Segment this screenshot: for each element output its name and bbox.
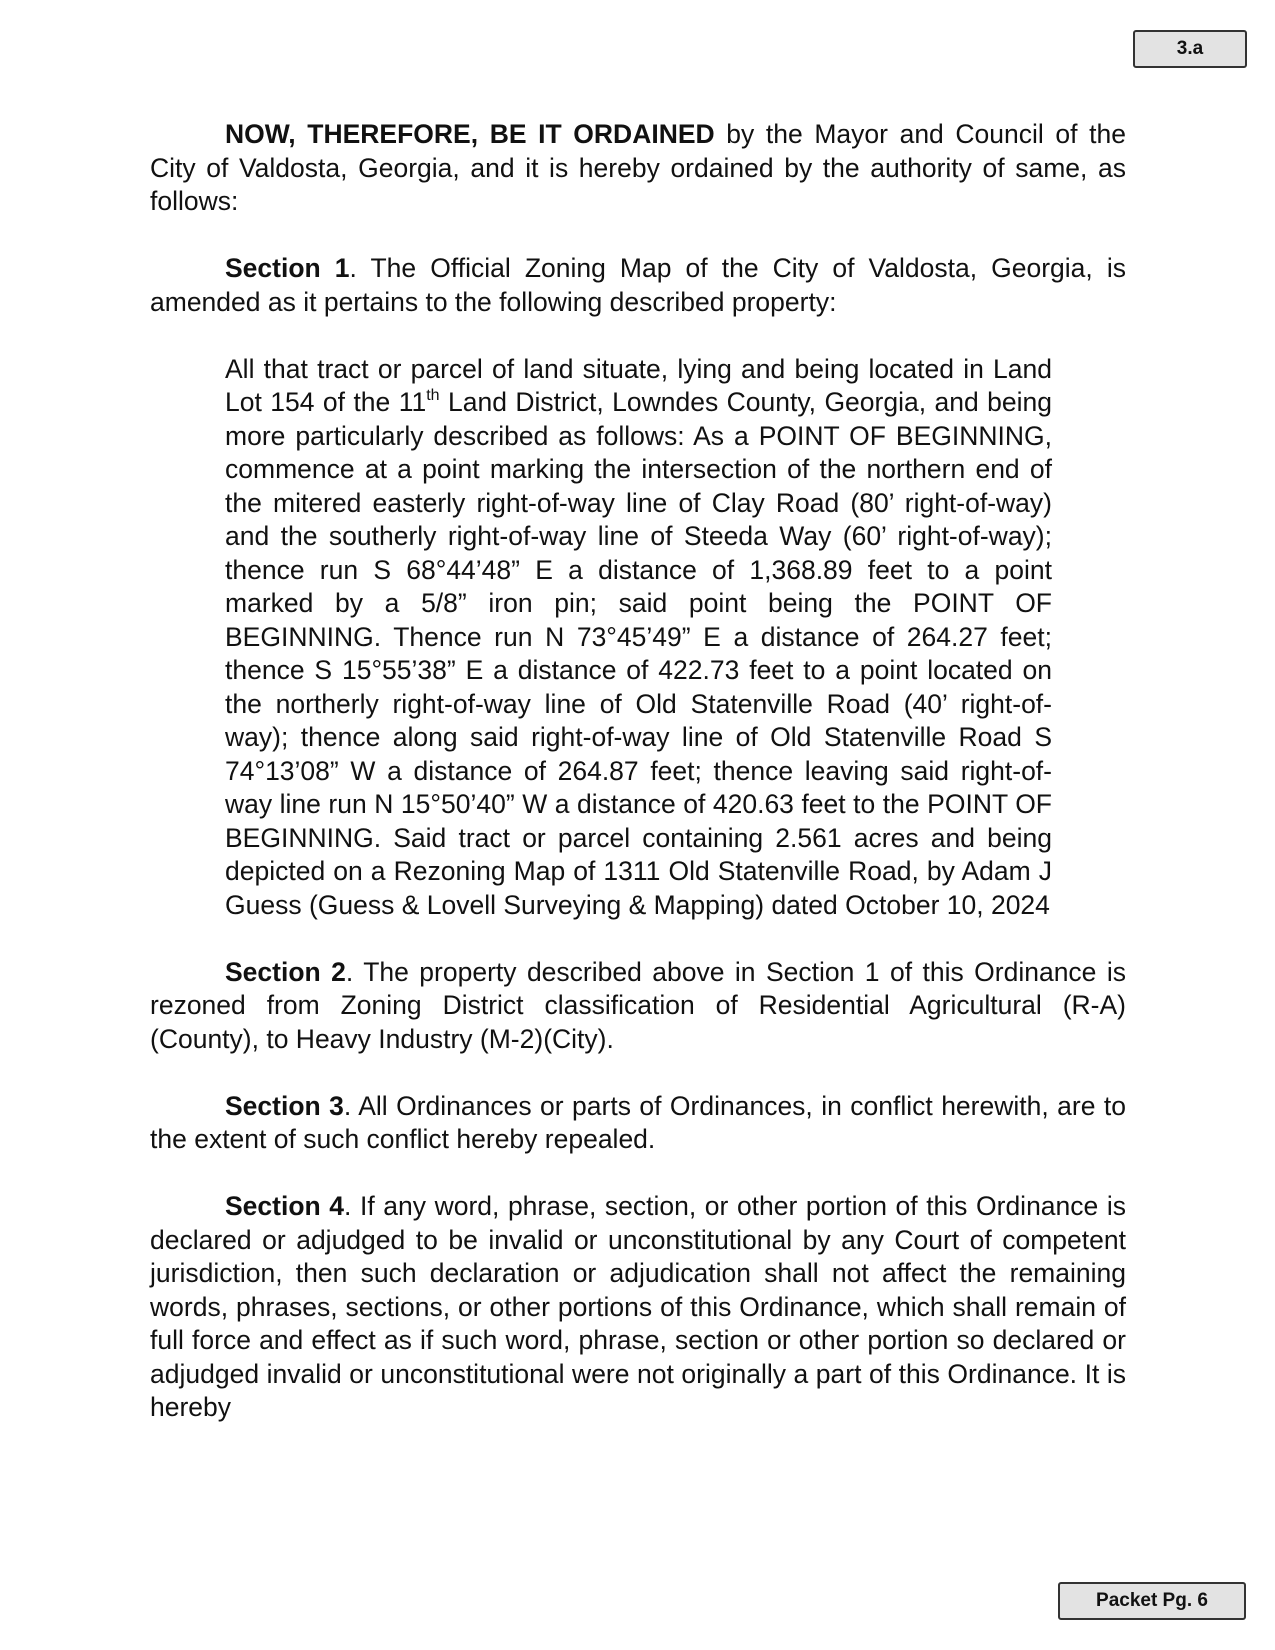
section-4-paragraph xyxy=(150,1190,1126,1425)
attachment-tag: 3.a xyxy=(1133,30,1247,68)
packet-page-label: Packet Pg. 6 xyxy=(1058,1582,1246,1620)
document-body xyxy=(150,118,1126,1458)
section-2-heading: Section 2 xyxy=(225,956,346,987)
section-3-paragraph xyxy=(150,1090,1126,1157)
section-3-heading: Section 3 xyxy=(225,1090,344,1121)
section-1-text: . The Official Zoning Map of the City of Valdosta, Georgia, is amended as it pertains to the following described property: xyxy=(150,253,1126,317)
section-4-heading: Section 4 xyxy=(225,1191,345,1221)
ordinal-superscript: th xyxy=(426,387,440,404)
legal-description-part-1: All that tract or parcel of land situate, lying and being located in Land Lot 154 of the 11 xyxy=(225,353,1052,417)
legal-description-part-2: Land District, Lowndes County, Georgia, and being more particularly described as follows: As a POINT OF BEGINNING, commence at a point marking the intersection of the northern end of the mitered easterly right-of-way line of Clay Road (80’ right-of-way) and the southerly right-of-way line of Steeda Way (60’ right-of-way); thence run S 68°44’48” E a distance of 1,368.89 feet to a point marked by a 5/8” iron pin; said point being the POINT OF BEGINNING. Thence run N 73°45’49” E a distance of 264.27 feet; thence S 15°55’38” E a distance of 422.73 feet to a point located on the northerly right-of-way line of Old Statenville Road (40’ right-of-way); thence along said right-of-way line of Old Statenville Road S 74°13’08” W a distance of 264.87 feet; thence leaving said right-of-way line run N 15°50’40” W a distance of 420.63 feet to the POINT OF BEGINNING. Said tract or parcel containing 2.561 acres and being depicted on a Rezoning Map of 1311 Old Statenville Road, by Adam J Guess (Guess & Lovell Surveying & Mapping) dated October 10, 2024 xyxy=(225,387,1053,920)
section-2-text: . The property described above in Section 1 of this Ordinance is rezoned from Zoning District classification of Residential Agricultural (R-A)(County), to Heavy Industry (M-2)(City). xyxy=(150,956,1126,1054)
section-2-paragraph xyxy=(150,956,1126,1057)
ordain-text: by the Mayor and Council of the City of Valdosta, Georgia, and it is hereby ordained by the authority of same, as follows: xyxy=(150,119,1126,216)
legal-description xyxy=(150,353,1126,923)
section-1-heading: Section 1 xyxy=(225,253,350,283)
ordain-lead: NOW, THEREFORE, BE IT ORDAINED xyxy=(225,119,715,149)
section-1-paragraph xyxy=(150,252,1126,319)
section-4-text: . If any word, phrase, section, or other portion of this Ordinance is declared or adjudged to be invalid or unconstitutional by any Court of competent jurisdiction, then such declaration or adjudication shall not affect the remaining words, phrases, sections, or other portions of this Ordinance, which shall remain of full force and effect as if such word, phrase, section or other portion so declared or adjudged invalid or unconstitutional were not originally a part of this Ordinance. It is hereby xyxy=(150,1191,1126,1422)
section-3-text: . All Ordinances or parts of Ordinances, in conflict herewith, are to the extent of such conflict hereby repealed. xyxy=(150,1090,1126,1154)
ordain-paragraph xyxy=(150,118,1126,219)
